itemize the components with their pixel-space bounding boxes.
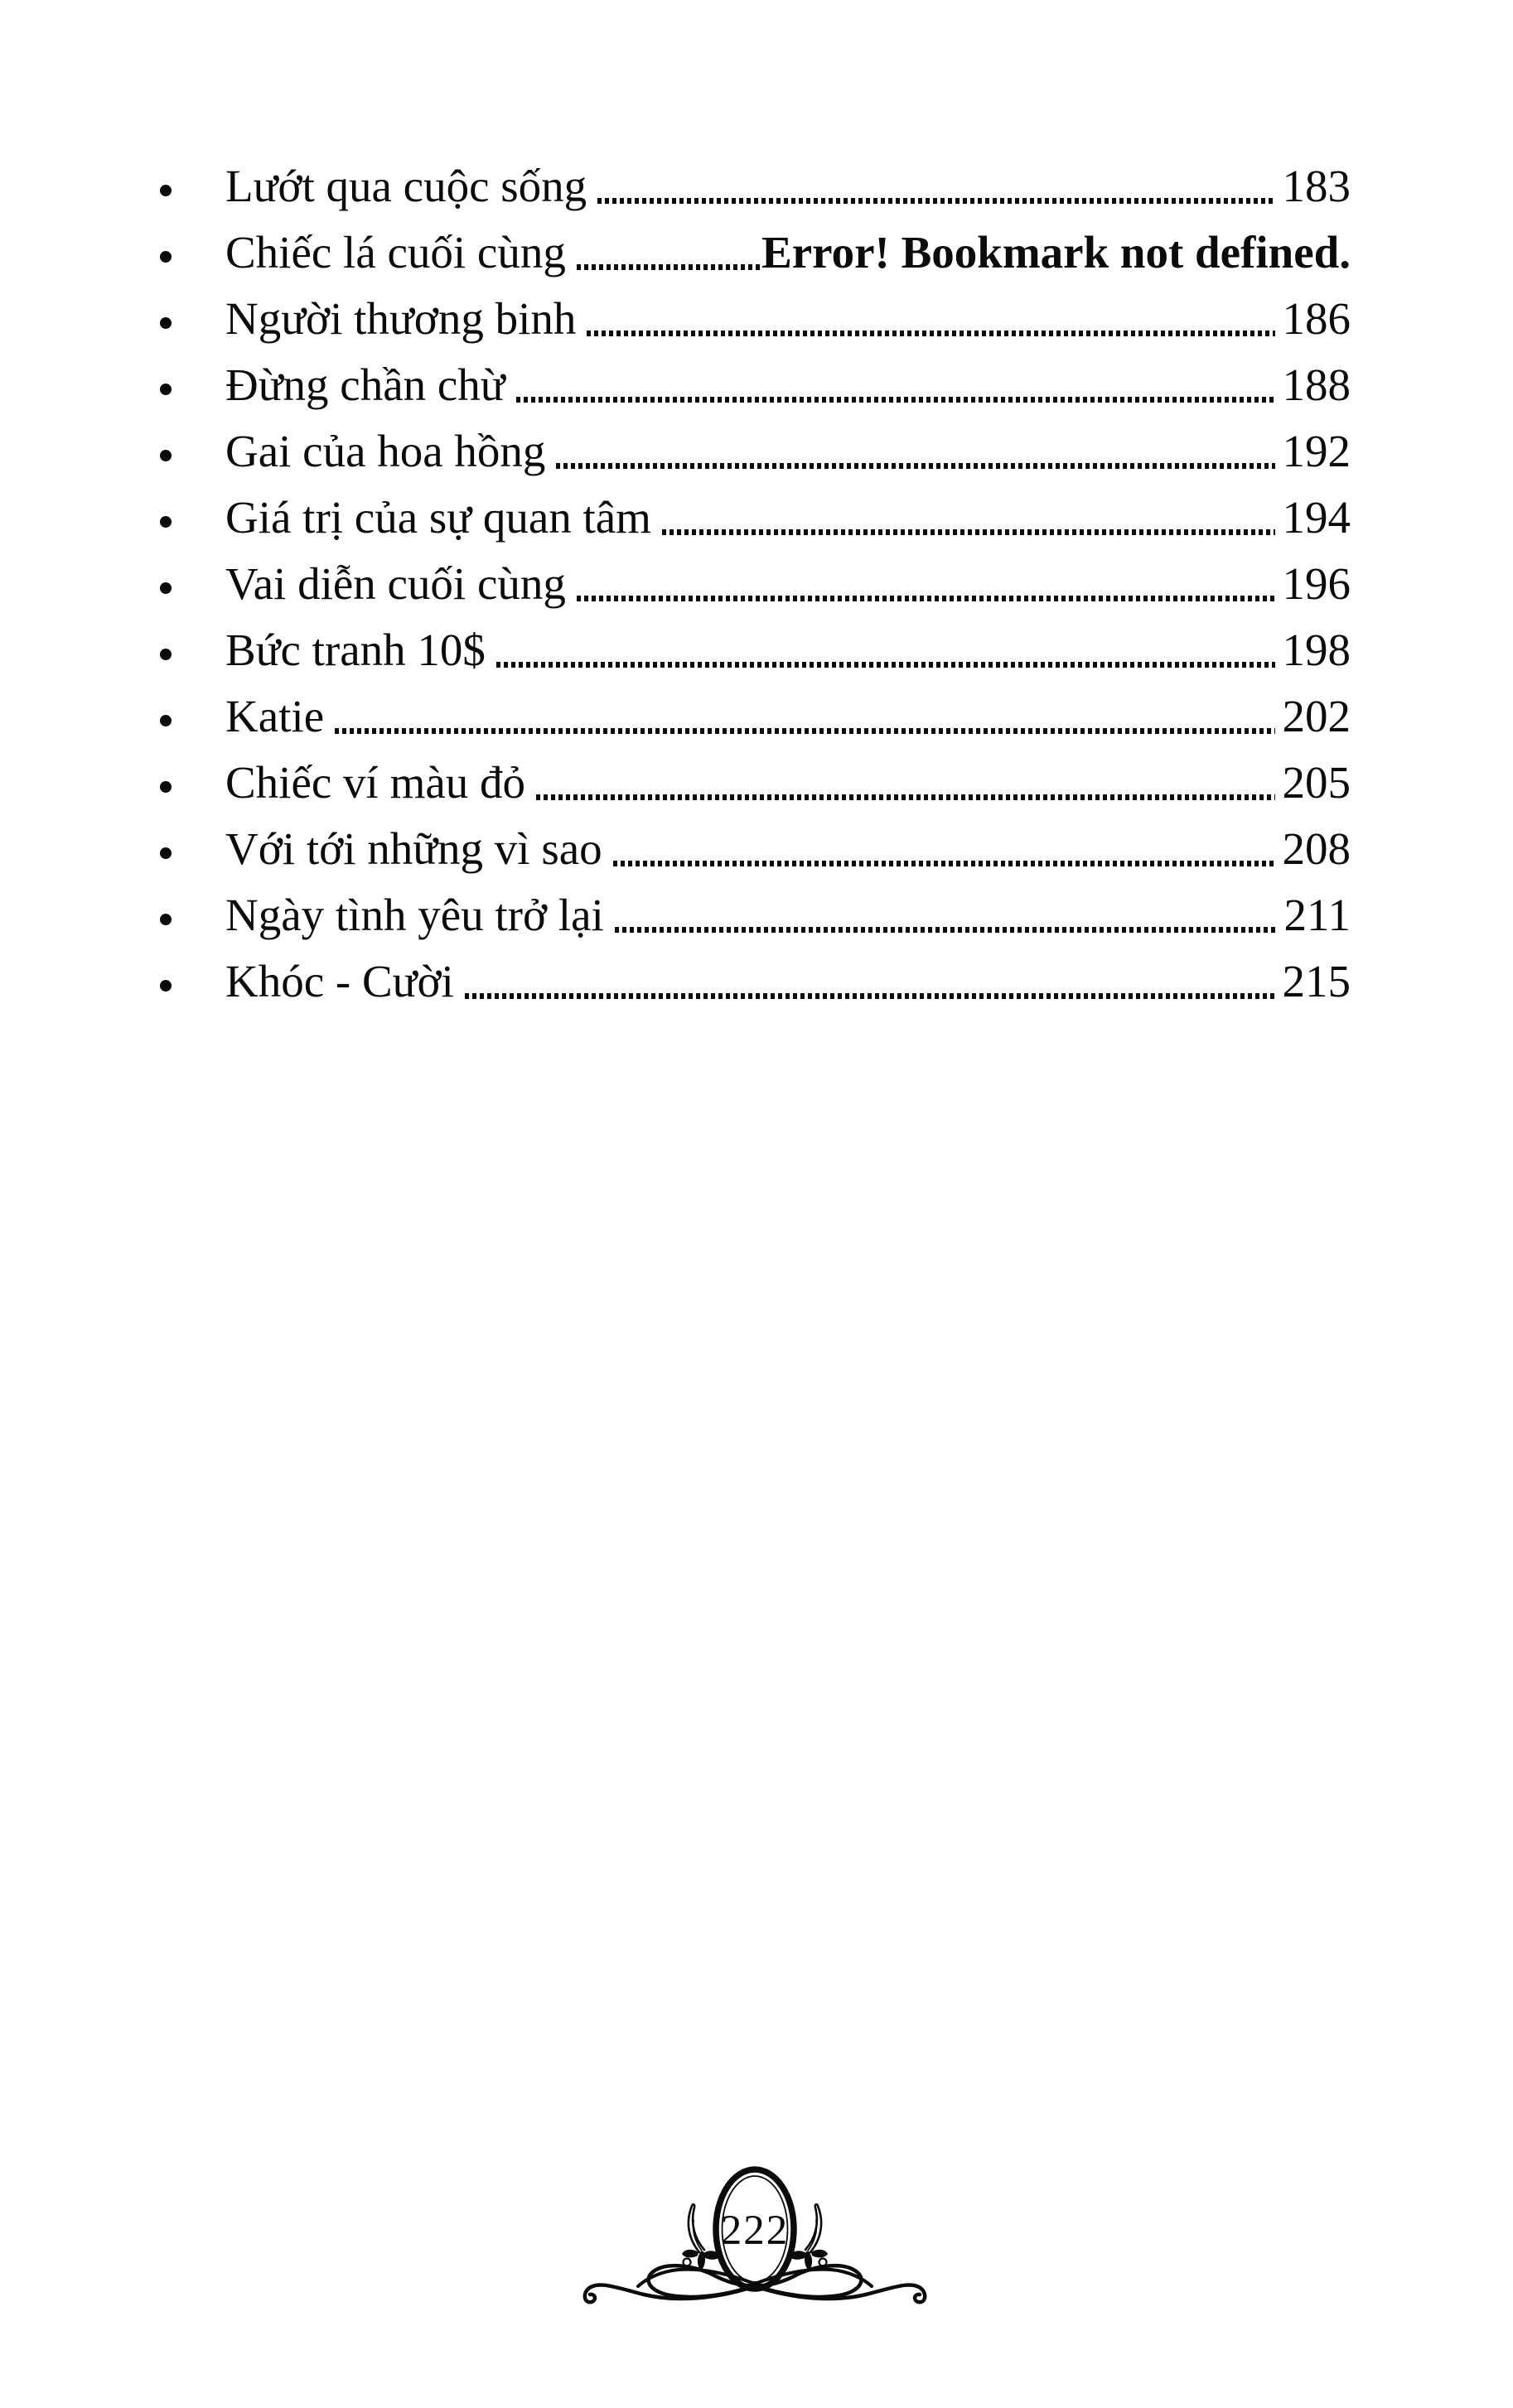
toc-entry-title: Bức tranh 10$ [225,625,486,675]
toc-entry-page: 215 [1282,956,1351,1006]
toc-entry [0,220,1513,286]
toc-entry-title: Katie [225,691,325,741]
toc-entry-title: Lướt qua cuộc sống [225,161,587,211]
bullet-icon [160,516,172,528]
flourish-divider-graphic [549,2160,964,2314]
dot-leader [587,331,1274,336]
toc-entry-page: 211 [1283,890,1351,940]
toc-entry-title: Ngày tình yêu trở lại [225,890,604,940]
dot-leader [496,662,1275,668]
toc-entry-title: Với tới những vì sao [225,823,602,874]
bullet-icon [160,715,172,726]
page-number-badge: 222 [720,2208,790,2254]
dot-leader [577,596,1275,601]
dot-leader [536,794,1274,800]
toc-entry-title: Gai của hoa hồng [225,426,546,476]
toc-entry [0,286,1513,352]
toc-entry-title: Đừng chần chừ [225,360,505,410]
toc-entry-page: 202 [1282,691,1351,741]
dot-leader [615,927,1277,933]
table-of-contents [0,153,1513,1015]
bullet-icon [160,185,172,196]
toc-entry-page: 205 [1282,757,1351,808]
dot-leader [465,993,1275,999]
toc-entry [0,352,1513,418]
toc-entry [0,750,1513,816]
toc-entry-title: Chiếc lá cuối cùng [225,227,566,277]
toc-entry [0,882,1513,948]
bullet-icon [160,450,172,461]
toc-entry-title: Giá trị của sự quan tâm [225,492,651,543]
bullet-icon [160,980,172,992]
toc-entry-page: 194 [1282,492,1351,543]
dot-leader [662,529,1275,535]
toc-entry [0,683,1513,750]
dot-leader [597,198,1274,204]
page-number-ornament [549,2160,964,2314]
toc-entry [0,816,1513,882]
toc-entry-page: 183 [1282,161,1351,211]
toc-entry-page: Error! Bookmark not defined. [761,227,1351,277]
dot-leader [516,397,1275,403]
toc-entry-page: 188 [1282,360,1351,410]
dot-leader [556,463,1274,469]
dot-leader [613,861,1275,866]
toc-entry-title: Khóc - Cười [225,956,454,1006]
dot-leader [577,264,761,270]
toc-entry [0,551,1513,617]
bullet-icon [160,582,172,594]
toc-entry [0,418,1513,485]
toc-entry-page: 208 [1282,823,1351,874]
toc-entry [0,153,1513,220]
bullet-icon [160,649,172,660]
toc-entry [0,485,1513,551]
toc-entry-page: 186 [1282,293,1351,344]
toc-entry-page: 196 [1282,558,1351,609]
dot-leader [335,728,1274,734]
toc-entry-title: Người thương binh [225,293,577,344]
bullet-icon [160,847,172,859]
toc-entry-page: 198 [1282,625,1351,675]
toc-entry-title: Vai diễn cuối cùng [225,558,566,609]
bullet-icon [160,914,172,925]
bullet-icon [160,251,172,263]
toc-entry-title: Chiếc ví màu đỏ [225,757,526,808]
bullet-icon [160,384,172,395]
toc-entry [0,617,1513,683]
toc-entry [0,948,1513,1015]
bullet-icon [160,317,172,329]
bullet-icon [160,781,172,793]
toc-entry-page: 192 [1282,426,1351,476]
